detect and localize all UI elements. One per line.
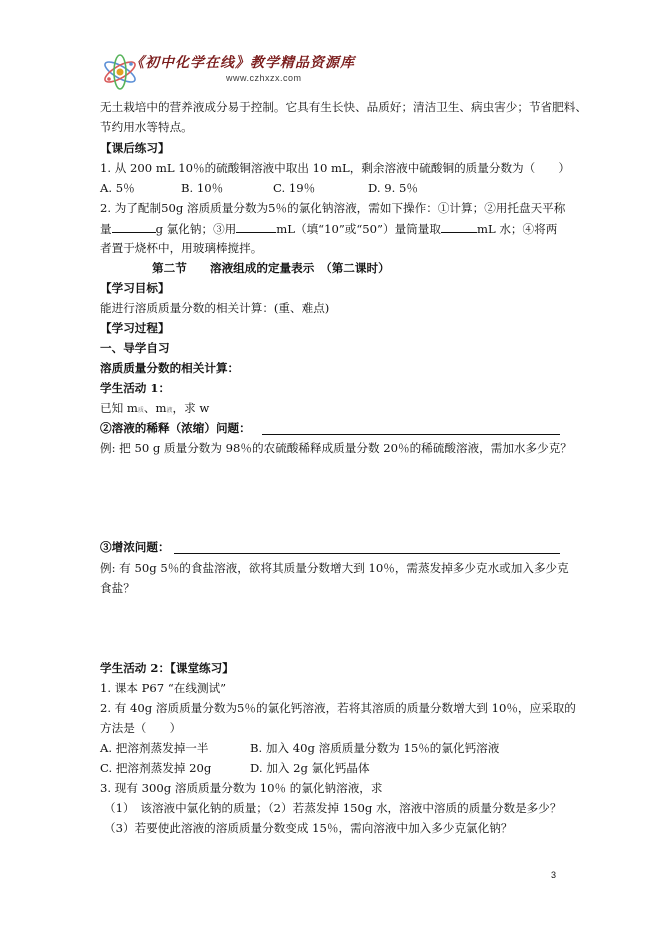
known-sub-solute: 质 [137, 407, 144, 414]
after-class-q2-line-3: 者置于烧杯中，用玻璃棒搅拌。 [100, 241, 263, 255]
after-class-q1-option-d: D. 9. 5％ [368, 181, 418, 195]
dilution-title: ②溶液的稀释（浓缩）问题： [100, 421, 251, 435]
process-heading: 【学习过程】 [100, 321, 170, 335]
process-sub-2: 溶质质量分数的相关计算： [100, 361, 240, 375]
known-text-a: 已知 m [100, 401, 138, 415]
after-class-q2-line-1: 2. 为了配制50g 溶质质量分数为5％的氯化钠溶液，需如下操作：①计算；②用托盘天平称 [100, 201, 566, 215]
activity-2-q3-line-3: （3）若要使此溶液的溶质质量分数变成 15％，需向溶液中加入多少克氯化钠？ [104, 821, 513, 835]
known-sub-solution: 液 [166, 407, 173, 414]
increase-title: ③增浓问题： [100, 540, 170, 554]
after-class-q1-option-b: B. 10％ [181, 181, 224, 195]
increase-answer-line [174, 553, 560, 554]
dilution-answer-line [262, 434, 560, 435]
dilution-example: 例: 把 50 g 质量分数为 98％的农硫酸稀释成质量分数 20％的稀硫酸溶液，需加水多少克？ [100, 441, 572, 455]
after-class-q1-option-c: C. 19％ [273, 181, 316, 195]
activity-2-q2-option-d: D. 加入 2g 氯化钙晶体 [250, 761, 370, 775]
after-class-q1: 1. 从 200 mL 10％的硫酸铜溶液中取出 10 mL，剩余溶液中硫酸铜的质量分数为（ ） [100, 161, 571, 175]
q2-text-b: g 氯化钠；③用 [155, 222, 237, 236]
increase-example-line-1: 例: 有 50g 5％的食盐溶液，欲将其质量分数增大到 10％，需蒸发掉多少克水或加入多少克 [100, 561, 569, 575]
page-number: 3 [551, 870, 557, 880]
blank-cylinder [236, 221, 276, 233]
known-quantities [100, 401, 209, 418]
activity-2-q3-line-1: 3. 现有 300g 溶质质量分数为 10％ 的氯化钠溶液，求 [100, 781, 383, 795]
known-text-b: 、m [143, 401, 167, 415]
goals-heading: 【学习目标】 [100, 281, 170, 295]
q2-text-c: mL（填“10”或“50”）量筒量取 [276, 222, 441, 236]
header-title: 《初中化学在线》教学精品资源库 [130, 55, 355, 71]
activity-2-q2-option-c: C. 把溶剂蒸发掉 20g [100, 761, 212, 775]
activity-2-q1: 1. 课本 P67 “在线测试” [100, 681, 227, 695]
q2-text-a: 量 [100, 222, 112, 236]
header-url: www.czhxzx.com [226, 73, 302, 83]
activity-2-q2-line-1: 2. 有 40g 溶质质量分数为5％的氯化钙溶液，若将其溶质的质量分数增大到 10％，应采取的 [100, 701, 576, 715]
section-title: 第二节 溶液组成的定量表示 （第二课时） [152, 261, 390, 275]
activity-2-q2-line-2: 方法是（ ） [100, 721, 182, 735]
blank-water [441, 221, 477, 233]
intro-line-2: 节约用水等特点。 [100, 120, 193, 134]
increase-example-line-2: 食盐？ [100, 581, 135, 595]
after-class-heading: 【课后练习】 [100, 141, 170, 155]
activity-2-heading: 学生活动 2：【课堂练习】 [100, 661, 234, 675]
q2-text-d: mL 水；④将两 [476, 222, 558, 236]
after-class-q1-option-a: A. 5％ [100, 181, 135, 195]
goals-text: 能进行溶质质量分数的相关计算：(重、难点) [100, 301, 330, 315]
known-text-c: ，求 w [172, 401, 210, 415]
activity-1-heading: 学生活动 1： [100, 381, 171, 395]
activity-2-q3-line-2: （1） 该溶液中氯化钠的质量；（2）若蒸发掉 150g 水，溶液中溶质的质量分数是多少？ [104, 801, 562, 815]
after-class-q2-line-2 [100, 221, 557, 236]
activity-2-q2-option-a: A. 把溶剂蒸发掉一半 [100, 741, 209, 755]
blank-mass [112, 221, 156, 233]
activity-2-q2-option-b: B. 加入 40g 溶质质量分数为 15％的氯化钙溶液 [250, 741, 500, 755]
intro-line-1: 无土栽培中的营养液成分易于控制。它具有生长快、品质好；清洁卫生、病虫害少；节省肥料、 [100, 100, 587, 114]
process-sub-1: 一、导学自习 [100, 341, 170, 355]
